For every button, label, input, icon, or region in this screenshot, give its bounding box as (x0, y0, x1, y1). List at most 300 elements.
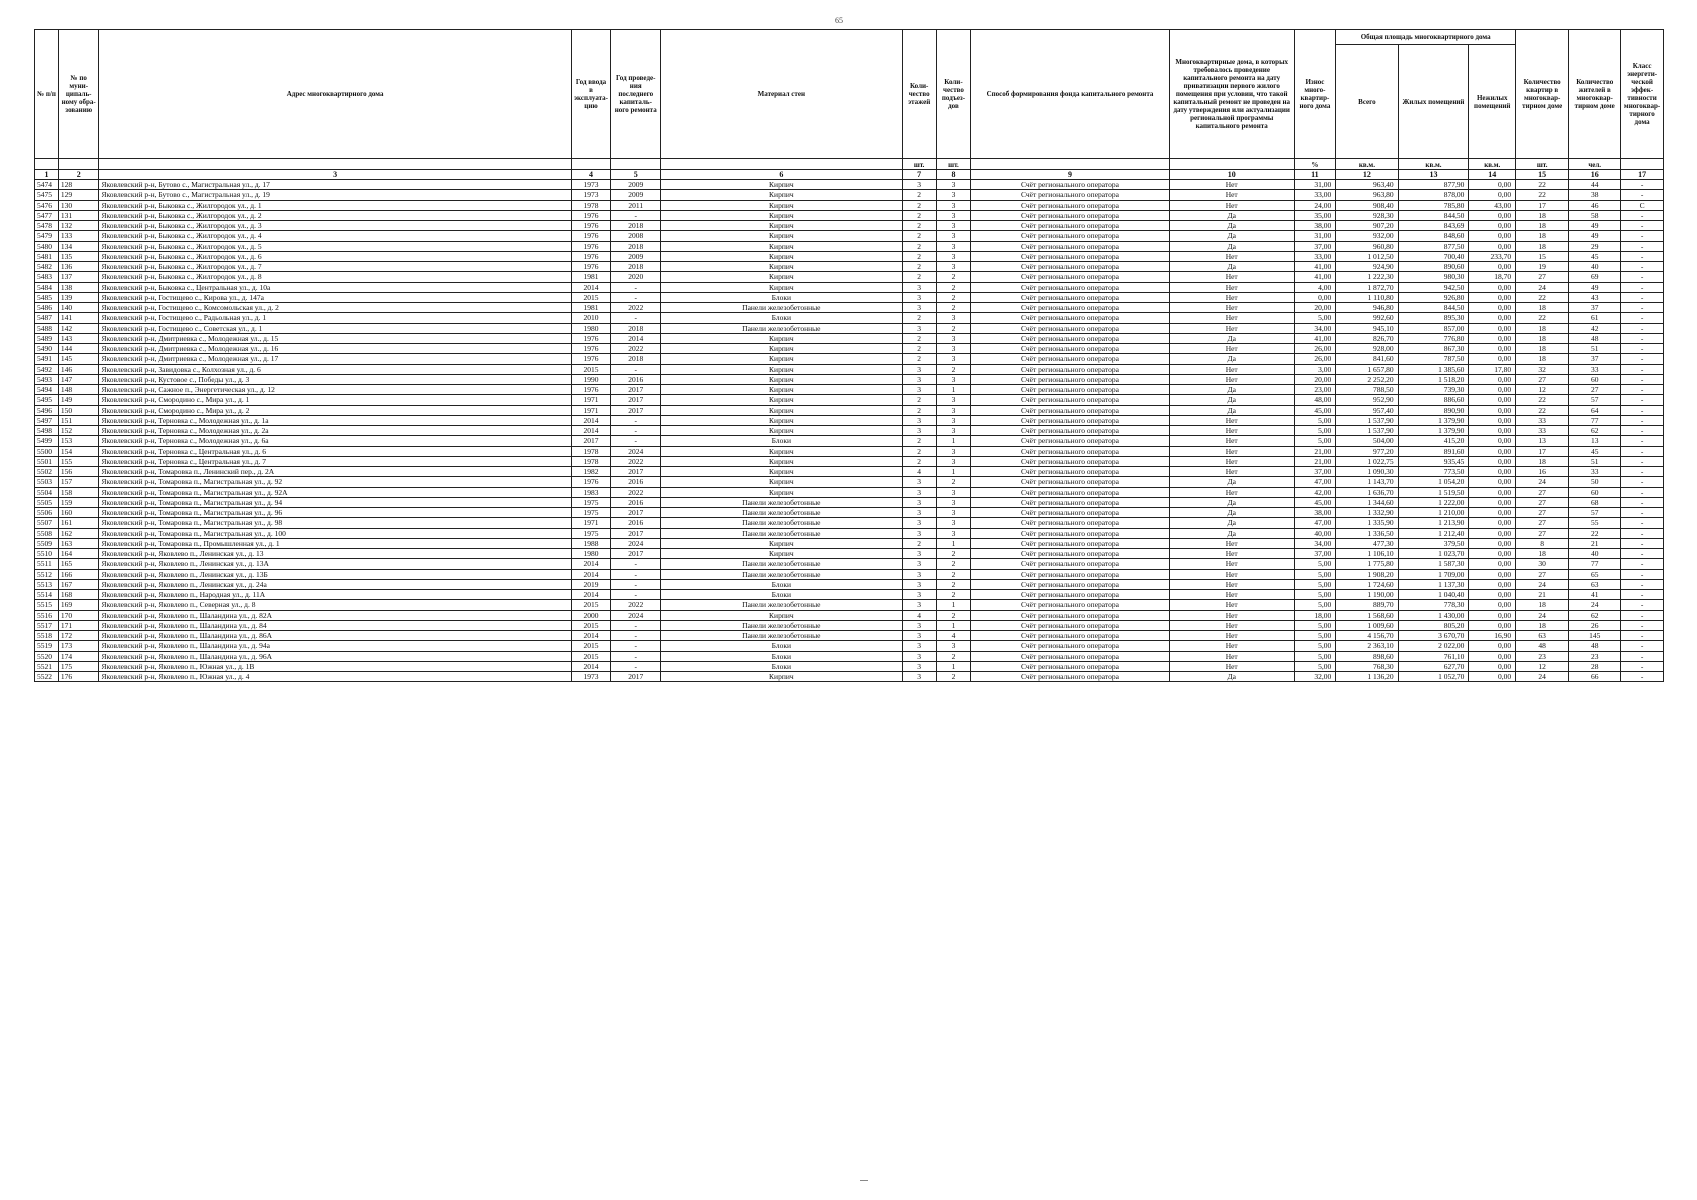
cell-last-repair-year: 2024 (611, 446, 661, 456)
cell-fund-method: Счёт регионального оператора (971, 631, 1170, 641)
cell-apartments-count: 22 (1516, 292, 1569, 302)
cell-municipal-number: 176 (58, 672, 99, 682)
cell-apartments-count: 24 (1516, 610, 1569, 620)
cell-area-total: 4 156,70 (1336, 631, 1398, 641)
register-sheet (34, 29, 1664, 682)
cell-commission-year: 2014 (571, 661, 611, 671)
cell-fund-method: Счёт регионального оператора (971, 180, 1170, 190)
cell-last-repair-year: 2017 (611, 395, 661, 405)
cell-entrances: 3 (936, 528, 970, 538)
unit-cell (971, 159, 1170, 170)
cell-floors: 4 (902, 610, 936, 620)
cell-residents-count: 23 (1569, 651, 1621, 661)
cell-energy-class: - (1621, 620, 1664, 630)
cell-entrances: 2 (936, 549, 970, 559)
cell-area-residential: 700,40 (1398, 251, 1469, 261)
cell-commission-year: 2014 (571, 590, 611, 600)
cell-wear: 5,00 (1294, 620, 1336, 630)
cell-row-number: 5517 (35, 620, 59, 630)
unit-cell (571, 159, 611, 170)
cell-entrances: 3 (936, 426, 970, 436)
cell-row-number: 5481 (35, 251, 59, 261)
cell-municipal-number: 132 (58, 221, 99, 231)
cell-energy-class: - (1621, 467, 1664, 477)
cell-wear: 5,00 (1294, 436, 1336, 446)
cell-floors: 3 (902, 620, 936, 630)
cell-floors: 3 (902, 303, 936, 313)
cell-wear: 31,00 (1294, 231, 1336, 241)
table-row (35, 272, 1664, 282)
cell-municipal-number: 156 (58, 467, 99, 477)
cell-fund-method: Счёт регионального оператора (971, 477, 1170, 487)
cell-energy-class: - (1621, 344, 1664, 354)
cell-area-residential: 877,50 (1398, 241, 1469, 251)
cell-area-total: 1 090,30 (1336, 467, 1398, 477)
cell-floors: 2 (902, 231, 936, 241)
cell-floors: 3 (902, 426, 936, 436)
cell-area-total: 898,60 (1336, 651, 1398, 661)
cell-row-number: 5514 (35, 590, 59, 600)
cell-apartments-count: 22 (1516, 405, 1569, 415)
cell-residents-count: 33 (1569, 467, 1621, 477)
cell-entrances: 3 (936, 241, 970, 251)
cell-address: Яковлевский р-н, Терновка с., Центральная ул., д. 7 (99, 456, 571, 466)
cell-last-repair-year: 2014 (611, 333, 661, 343)
cell-row-number: 5495 (35, 395, 59, 405)
cell-residents-count: 48 (1569, 641, 1621, 651)
cell-floors: 3 (902, 559, 936, 569)
cell-row-number: 5479 (35, 231, 59, 241)
cell-wear: 5,00 (1294, 600, 1336, 610)
cell-wear: 47,00 (1294, 518, 1336, 528)
cell-repair-required: Нет (1169, 559, 1294, 569)
cell-apartments-count: 18 (1516, 620, 1569, 630)
cell-apartments-count: 30 (1516, 559, 1569, 569)
cell-repair-required: Да (1169, 672, 1294, 682)
cell-energy-class: - (1621, 395, 1664, 405)
cell-apartments-count: 17 (1516, 200, 1569, 210)
table-row (35, 477, 1664, 487)
header-area-total: Всего (1336, 45, 1398, 159)
cell-entrances: 2 (936, 282, 970, 292)
table-row (35, 210, 1664, 220)
cell-fund-method: Счёт регионального оператора (971, 210, 1170, 220)
cell-energy-class: - (1621, 477, 1664, 487)
cell-repair-required: Нет (1169, 200, 1294, 210)
unit-cell (661, 159, 902, 170)
cell-energy-class: - (1621, 221, 1664, 231)
cell-apartments-count: 18 (1516, 456, 1569, 466)
table-row (35, 415, 1664, 425)
cell-commission-year: 1981 (571, 303, 611, 313)
cell-apartments-count: 32 (1516, 364, 1569, 374)
table-row (35, 538, 1664, 548)
unit-cell (35, 159, 59, 170)
cell-residents-count: 66 (1569, 672, 1621, 682)
cell-repair-required: Да (1169, 508, 1294, 518)
cell-area-nonresidential: 43,00 (1469, 200, 1516, 210)
cell-residents-count: 42 (1569, 323, 1621, 333)
cell-area-total: 504,00 (1336, 436, 1398, 446)
cell-row-number: 5504 (35, 487, 59, 497)
cell-apartments-count: 13 (1516, 436, 1569, 446)
cell-row-number: 5506 (35, 508, 59, 518)
cell-last-repair-year: 2017 (611, 467, 661, 477)
cell-area-residential: 844,50 (1398, 210, 1469, 220)
cell-area-residential: 1 519,50 (1398, 487, 1469, 497)
cell-municipal-number: 158 (58, 487, 99, 497)
cell-municipal-number: 139 (58, 292, 99, 302)
cell-apartments-count: 19 (1516, 262, 1569, 272)
cell-last-repair-year: - (611, 292, 661, 302)
cell-row-number: 5511 (35, 559, 59, 569)
cell-area-total: 1 336,50 (1336, 528, 1398, 538)
cell-row-number: 5512 (35, 569, 59, 579)
cell-entrances: 2 (936, 569, 970, 579)
table-row (35, 200, 1664, 210)
cell-address: Яковлевский р-н, Терновка с., Молодежная ул., д. 1а (99, 415, 571, 425)
cell-area-residential: 891,60 (1398, 446, 1469, 456)
cell-area-residential: 1 023,70 (1398, 549, 1469, 559)
cell-row-number: 5503 (35, 477, 59, 487)
table-row (35, 333, 1664, 343)
cell-apartments-count: 18 (1516, 231, 1569, 241)
cell-energy-class: - (1621, 364, 1664, 374)
cell-apartments-count: 27 (1516, 508, 1569, 518)
cell-address: Яковлевский р-н, Яковлево п., Народная ул., д. 11А (99, 590, 571, 600)
header-wall-material: Материал стен (661, 30, 902, 159)
cell-repair-required: Да (1169, 477, 1294, 487)
cell-wear: 3,00 (1294, 364, 1336, 374)
table-row (35, 436, 1664, 446)
cell-address: Яковлевский р-н, Томаровка п., Ленинский пер., д. 2А (99, 467, 571, 477)
cell-municipal-number: 143 (58, 333, 99, 343)
cell-apartments-count: 27 (1516, 497, 1569, 507)
table-row (35, 395, 1664, 405)
cell-entrances: 3 (936, 374, 970, 384)
cell-entrances: 2 (936, 364, 970, 374)
cell-apartments-count: 18 (1516, 549, 1569, 559)
cell-area-nonresidential: 0,00 (1469, 672, 1516, 682)
column-number: 12 (1336, 170, 1398, 180)
cell-area-nonresidential: 0,00 (1469, 385, 1516, 395)
table-row (35, 446, 1664, 456)
cell-fund-method: Счёт регионального оператора (971, 272, 1170, 282)
cell-area-residential: 1 054,20 (1398, 477, 1469, 487)
cell-area-total: 924,90 (1336, 262, 1398, 272)
cell-commission-year: 2010 (571, 313, 611, 323)
cell-area-nonresidential: 0,00 (1469, 180, 1516, 190)
cell-entrances: 1 (936, 620, 970, 630)
cell-energy-class: - (1621, 385, 1664, 395)
cell-row-number: 5498 (35, 426, 59, 436)
unit-cell (1169, 159, 1294, 170)
table-row (35, 528, 1664, 538)
cell-last-repair-year: 2017 (611, 508, 661, 518)
cell-energy-class: - (1621, 651, 1664, 661)
cell-fund-method: Счёт регионального оператора (971, 313, 1170, 323)
cell-area-nonresidential: 0,00 (1469, 436, 1516, 446)
header-fund-method: Способ формирования фонда капитального ремонта (971, 30, 1170, 159)
cell-address: Яковлевский р-н, Дмитриевка с., Молодежная ул., д. 15 (99, 333, 571, 343)
cell-fund-method: Счёт регионального оператора (971, 590, 1170, 600)
table-row (35, 313, 1664, 323)
cell-municipal-number: 140 (58, 303, 99, 313)
cell-area-total: 2 363,10 (1336, 641, 1398, 651)
cell-entrances: 3 (936, 354, 970, 364)
cell-floors: 3 (902, 672, 936, 682)
cell-floors: 3 (902, 528, 936, 538)
cell-area-nonresidential: 0,00 (1469, 579, 1516, 589)
cell-residents-count: 48 (1569, 333, 1621, 343)
cell-fund-method: Счёт регионального оператора (971, 661, 1170, 671)
cell-floors: 2 (902, 538, 936, 548)
cell-row-number: 5490 (35, 344, 59, 354)
cell-area-total: 1 335,90 (1336, 518, 1398, 528)
cell-area-residential: 942,50 (1398, 282, 1469, 292)
cell-wall-material: Панели железобетонные (661, 303, 902, 313)
cell-area-total: 952,90 (1336, 395, 1398, 405)
cell-residents-count: 22 (1569, 528, 1621, 538)
table-row (35, 344, 1664, 354)
cell-apartments-count: 18 (1516, 600, 1569, 610)
cell-wall-material: Кирпич (661, 364, 902, 374)
cell-entrances: 3 (936, 518, 970, 528)
cell-row-number: 5520 (35, 651, 59, 661)
cell-last-repair-year: 2022 (611, 600, 661, 610)
cell-area-total: 1 222,30 (1336, 272, 1398, 282)
cell-row-number: 5500 (35, 446, 59, 456)
cell-municipal-number: 147 (58, 374, 99, 384)
cell-floors: 3 (902, 631, 936, 641)
cell-residents-count: 45 (1569, 251, 1621, 261)
cell-floors: 3 (902, 590, 936, 600)
table-row (35, 579, 1664, 589)
table-row (35, 518, 1664, 528)
cell-wear: 26,00 (1294, 354, 1336, 364)
cell-municipal-number: 150 (58, 405, 99, 415)
cell-row-number: 5493 (35, 374, 59, 384)
cell-address: Яковлевский р-н, Терновка с., Молодежная ул., д. 6а (99, 436, 571, 446)
cell-energy-class: - (1621, 559, 1664, 569)
cell-area-residential: 761,10 (1398, 651, 1469, 661)
cell-address: Яковлевский р-н, Яковлево п., Ленинская ул., д. 13 (99, 549, 571, 559)
cell-floors: 3 (902, 497, 936, 507)
cell-area-residential: 739,30 (1398, 385, 1469, 395)
cell-repair-required: Нет (1169, 190, 1294, 200)
cell-area-nonresidential: 0,00 (1469, 354, 1516, 364)
cell-apartments-count: 24 (1516, 579, 1569, 589)
cell-address: Яковлевский р-н, Терновка с., Молодежная ул., д. 2а (99, 426, 571, 436)
cell-address: Яковлевский р-н, Яковлево п., Ленинская ул., д. 24а (99, 579, 571, 589)
cell-apartments-count: 22 (1516, 395, 1569, 405)
cell-area-total: 1 106,10 (1336, 549, 1398, 559)
cell-area-total: 908,40 (1336, 200, 1398, 210)
cell-repair-required: Нет (1169, 282, 1294, 292)
cell-commission-year: 2014 (571, 569, 611, 579)
cell-residents-count: 69 (1569, 272, 1621, 282)
cell-energy-class: - (1621, 579, 1664, 589)
unit-area-residential: кв.м. (1398, 159, 1469, 170)
cell-wear: 0,00 (1294, 292, 1336, 302)
table-row (35, 190, 1664, 200)
cell-repair-required: Нет (1169, 620, 1294, 630)
cell-repair-required: Нет (1169, 344, 1294, 354)
cell-address: Яковлевский р-н, Быковка с., Жилгородок ул., д. 2 (99, 210, 571, 220)
cell-entrances: 3 (936, 446, 970, 456)
cell-wall-material: Кирпич (661, 344, 902, 354)
cell-wall-material: Панели железобетонные (661, 518, 902, 528)
cell-repair-required: Нет (1169, 549, 1294, 559)
cell-area-residential: 867,30 (1398, 344, 1469, 354)
cell-commission-year: 1973 (571, 672, 611, 682)
cell-last-repair-year: - (611, 415, 661, 425)
cell-residents-count: 49 (1569, 282, 1621, 292)
cell-area-total: 957,40 (1336, 405, 1398, 415)
unit-cell (58, 159, 99, 170)
table-row (35, 385, 1664, 395)
cell-area-residential: 1 210,00 (1398, 508, 1469, 518)
cell-commission-year: 2015 (571, 641, 611, 651)
cell-floors: 2 (902, 436, 936, 446)
cell-residents-count: 64 (1569, 405, 1621, 415)
cell-entrances: 2 (936, 303, 970, 313)
cell-address: Яковлевский р-н, Быковка с., Жилгородок ул., д. 8 (99, 272, 571, 282)
cell-last-repair-year: 2008 (611, 231, 661, 241)
cell-address: Яковлевский р-н, Яковлево п., Ленинская ул., д. 13Б (99, 569, 571, 579)
cell-area-total: 1 190,00 (1336, 590, 1398, 600)
cell-apartments-count: 24 (1516, 282, 1569, 292)
cell-municipal-number: 162 (58, 528, 99, 538)
cell-area-residential: 1 709,00 (1398, 569, 1469, 579)
cell-area-nonresidential: 16,90 (1469, 631, 1516, 641)
cell-last-repair-year: 2022 (611, 456, 661, 466)
cell-area-residential: 890,90 (1398, 405, 1469, 415)
cell-apartments-count: 18 (1516, 333, 1569, 343)
table-row (35, 180, 1664, 190)
cell-row-number: 5478 (35, 221, 59, 231)
cell-commission-year: 1976 (571, 231, 611, 241)
cell-floors: 3 (902, 651, 936, 661)
cell-area-residential: 415,20 (1398, 436, 1469, 446)
cell-row-number: 5497 (35, 415, 59, 425)
column-number: 13 (1398, 170, 1469, 180)
cell-last-repair-year: - (611, 661, 661, 671)
header-area-residential: Жилых помещений (1398, 45, 1469, 159)
cell-residents-count: 21 (1569, 538, 1621, 548)
cell-area-total: 1 012,50 (1336, 251, 1398, 261)
cell-entrances: 3 (936, 190, 970, 200)
cell-residents-count: 50 (1569, 477, 1621, 487)
cell-entrances: 2 (936, 477, 970, 487)
cell-area-nonresidential: 0,00 (1469, 231, 1516, 241)
cell-area-residential: 1 518,20 (1398, 374, 1469, 384)
column-numbers-row (35, 170, 1664, 180)
cell-repair-required: Нет (1169, 374, 1294, 384)
cell-entrances: 3 (936, 221, 970, 231)
cell-commission-year: 2014 (571, 282, 611, 292)
column-number: 2 (58, 170, 99, 180)
cell-fund-method: Счёт регионального оператора (971, 405, 1170, 415)
cell-address: Яковлевский р-н, Быковка с., Жилгородок ул., д. 1 (99, 200, 571, 210)
cell-fund-method: Счёт регионального оператора (971, 190, 1170, 200)
cell-apartments-count: 18 (1516, 344, 1569, 354)
cell-repair-required: Нет (1169, 456, 1294, 466)
cell-energy-class: - (1621, 354, 1664, 364)
cell-wall-material: Панели железобетонные (661, 528, 902, 538)
cell-entrances: 3 (936, 251, 970, 261)
cell-entrances: 3 (936, 231, 970, 241)
cell-row-number: 5484 (35, 282, 59, 292)
cell-row-number: 5492 (35, 364, 59, 374)
cell-floors: 3 (902, 569, 936, 579)
cell-commission-year: 1973 (571, 190, 611, 200)
cell-last-repair-year: 2009 (611, 180, 661, 190)
cell-energy-class: - (1621, 180, 1664, 190)
cell-commission-year: 1971 (571, 395, 611, 405)
cell-area-total: 1 537,90 (1336, 415, 1398, 425)
cell-area-residential: 848,60 (1398, 231, 1469, 241)
cell-commission-year: 1983 (571, 487, 611, 497)
column-number: 5 (611, 170, 661, 180)
cell-row-number: 5510 (35, 549, 59, 559)
cell-wall-material: Кирпич (661, 272, 902, 282)
cell-last-repair-year: - (611, 282, 661, 292)
column-number: 3 (99, 170, 571, 180)
cell-address: Яковлевский р-н, Гостищево с., Комсомольская ул., д. 2 (99, 303, 571, 313)
cell-residents-count: 49 (1569, 231, 1621, 241)
unit-floors: шт. (902, 159, 936, 170)
cell-wear: 5,00 (1294, 313, 1336, 323)
cell-fund-method: Счёт регионального оператора (971, 508, 1170, 518)
cell-wear: 20,00 (1294, 374, 1336, 384)
cell-area-total: 1 022,75 (1336, 456, 1398, 466)
cell-area-total: 1 110,80 (1336, 292, 1398, 302)
table-row (35, 569, 1664, 579)
cell-wall-material: Блоки (661, 661, 902, 671)
cell-floors: 2 (902, 200, 936, 210)
cell-commission-year: 2015 (571, 600, 611, 610)
cell-municipal-number: 171 (58, 620, 99, 630)
cell-fund-method: Счёт регионального оператора (971, 569, 1170, 579)
cell-area-nonresidential: 0,00 (1469, 262, 1516, 272)
unit-area-nonresidential: кв.м. (1469, 159, 1516, 170)
cell-fund-method: Счёт регионального оператора (971, 600, 1170, 610)
cell-area-residential: 1 430,00 (1398, 610, 1469, 620)
scan-mark (860, 1180, 868, 1181)
table-row (35, 262, 1664, 272)
cell-residents-count: 62 (1569, 426, 1621, 436)
cell-municipal-number: 155 (58, 456, 99, 466)
cell-entrances: 3 (936, 180, 970, 190)
cell-municipal-number: 172 (58, 631, 99, 641)
cell-fund-method: Счёт регионального оператора (971, 456, 1170, 466)
column-number: 9 (971, 170, 1170, 180)
cell-wall-material: Кирпич (661, 385, 902, 395)
cell-last-repair-year: 2017 (611, 405, 661, 415)
cell-municipal-number: 174 (58, 651, 99, 661)
cell-floors: 2 (902, 344, 936, 354)
cell-floors: 2 (902, 251, 936, 261)
cell-energy-class: - (1621, 641, 1664, 651)
cell-area-nonresidential: 0,00 (1469, 477, 1516, 487)
cell-energy-class: - (1621, 231, 1664, 241)
cell-wear: 26,00 (1294, 344, 1336, 354)
cell-address: Яковлевский р-н, Быковка с., Центральная ул., д. 10а (99, 282, 571, 292)
cell-repair-required: Да (1169, 385, 1294, 395)
cell-area-nonresidential: 0,00 (1469, 590, 1516, 600)
cell-wear: 35,00 (1294, 210, 1336, 220)
